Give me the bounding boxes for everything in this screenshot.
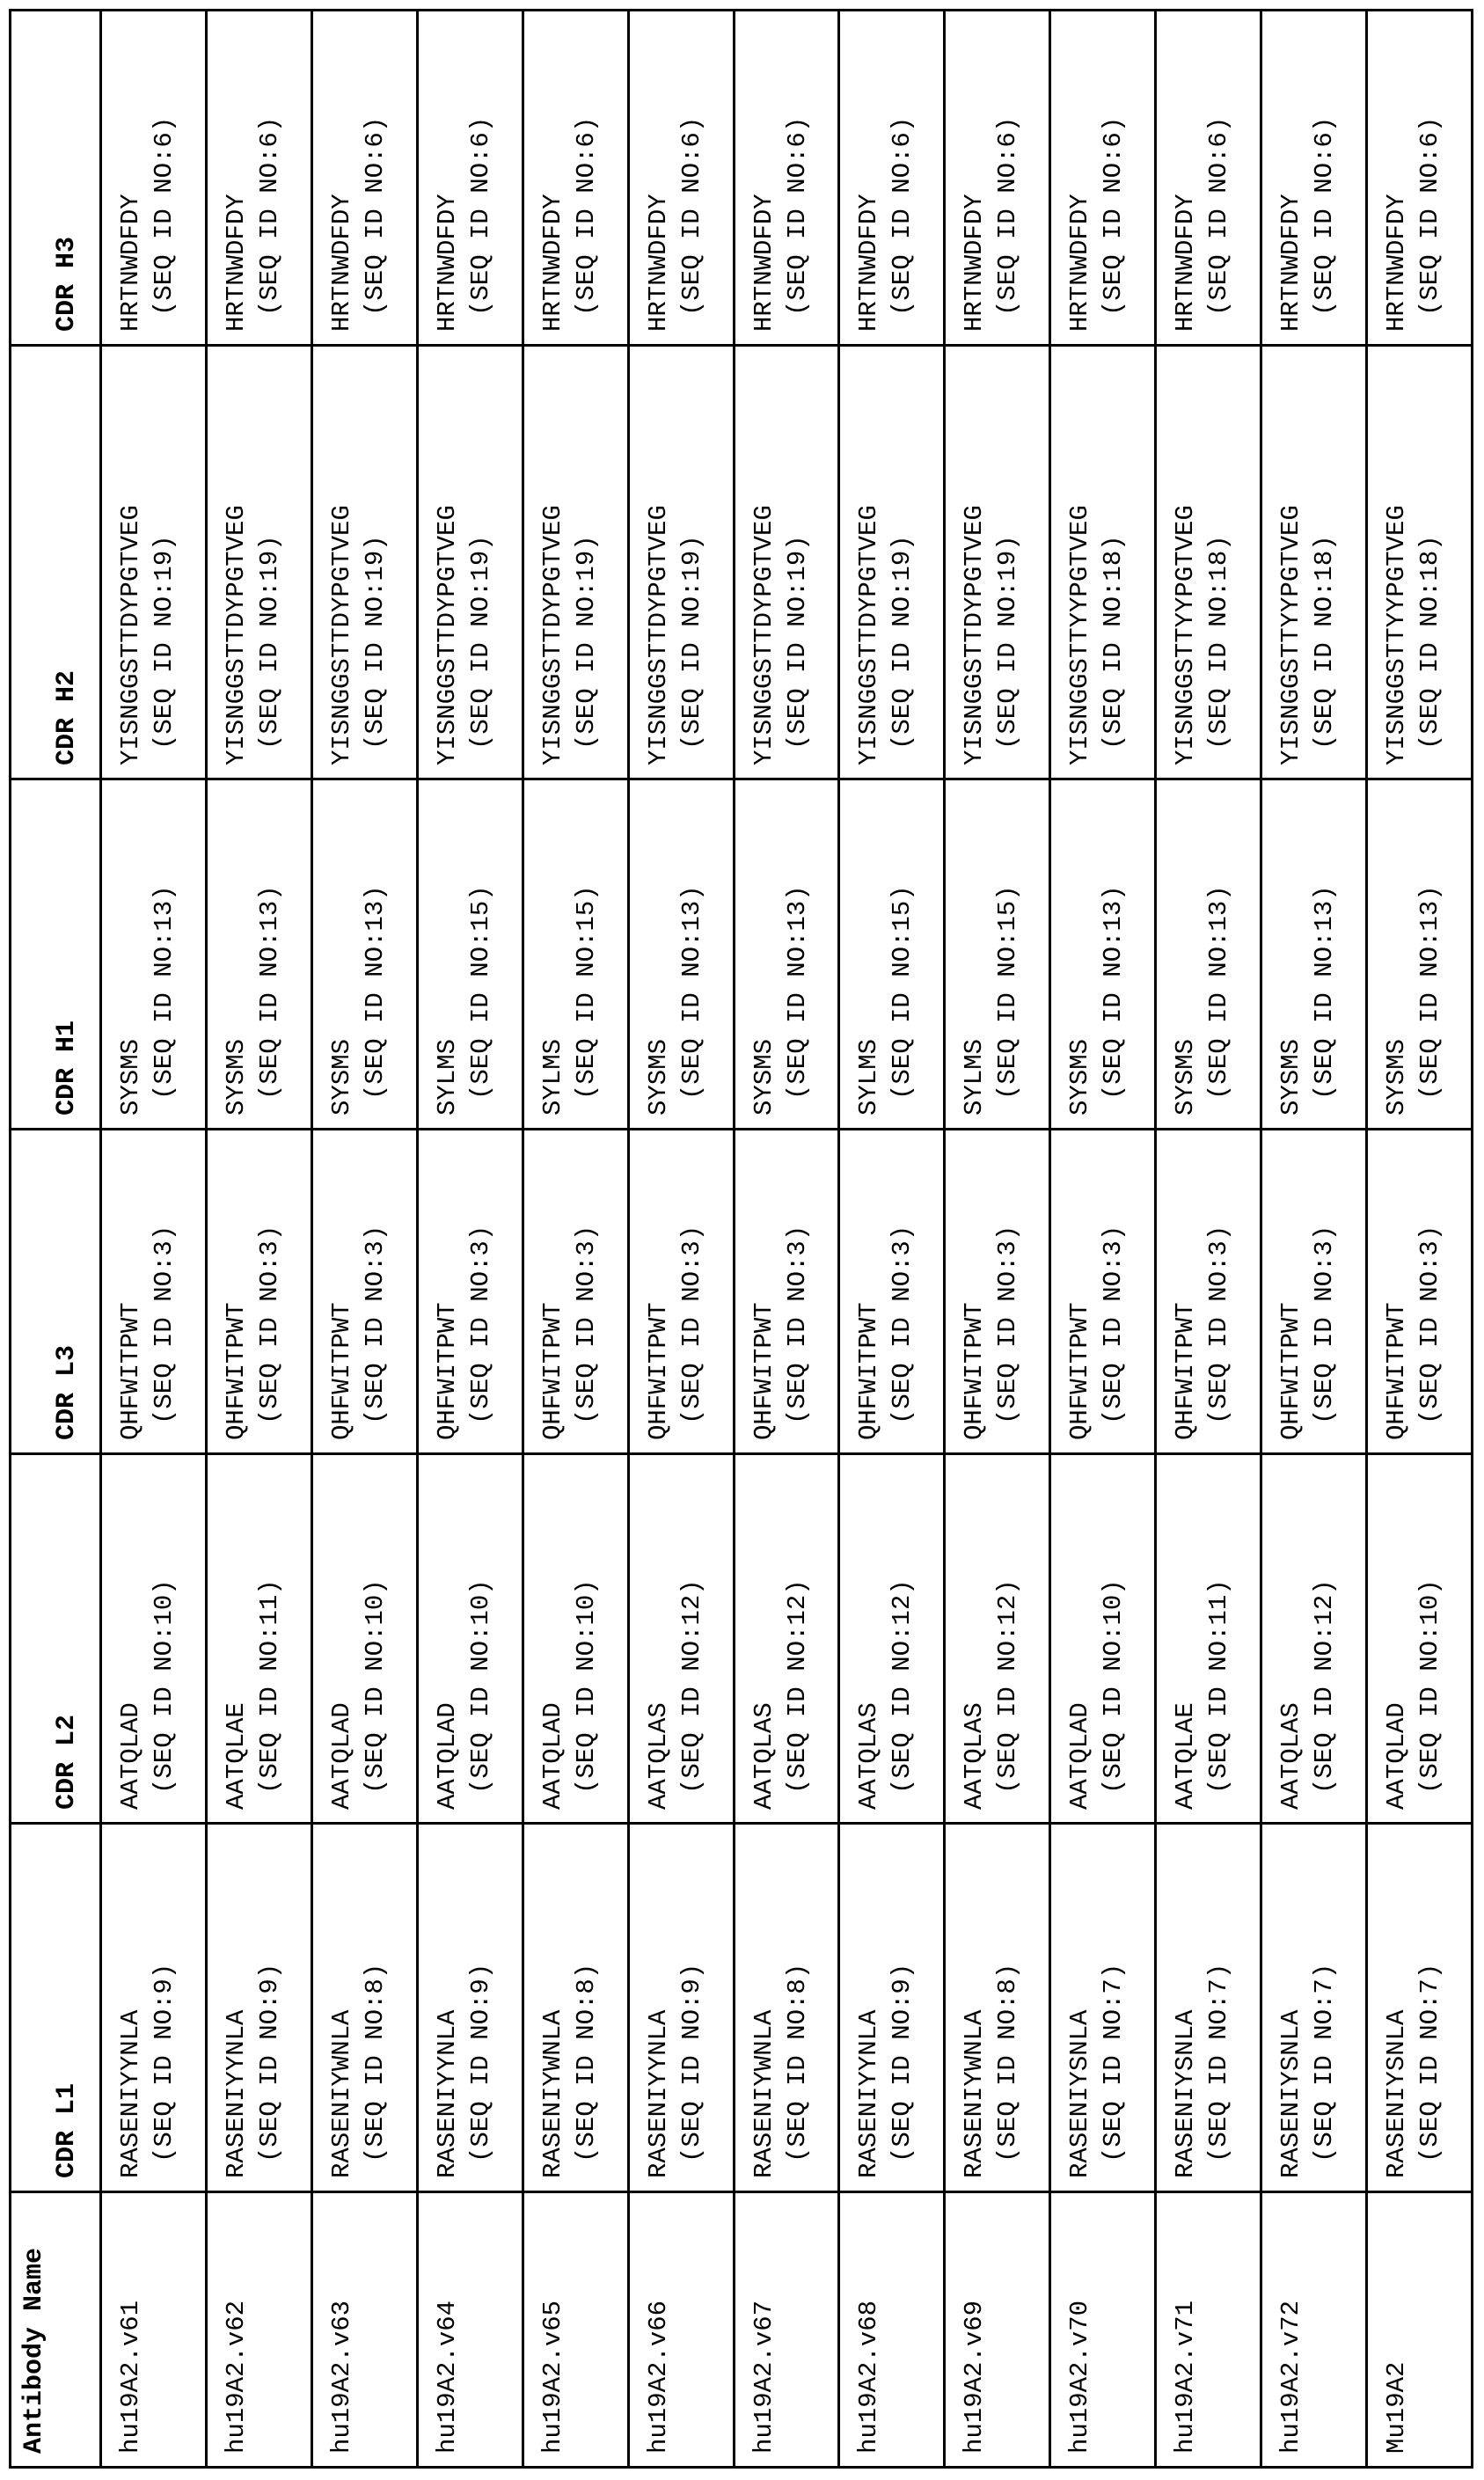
cdr-h1-sequence: SYSMS [1276,1038,1306,1116]
cdr-l1-seq-id: (SEQ ID NO:9) [465,1963,495,2162]
cdr-l2-cell [101,1454,207,1824]
cdr-h3-seq-id: (SEQ ID NO:6) [254,116,284,316]
table-row [311,11,417,2468]
cdr-h3-cell [1367,11,1473,346]
cdr-h1-sequence: SYSMS [1171,1038,1201,1116]
cdr-l1-sequence: RASENIYYNLA [116,2009,145,2178]
antibody-name-cell [206,2192,311,2468]
cdr-h3-cell [839,11,945,346]
cdr-l1-seq-id: (SEQ ID NO:9) [888,1963,917,2162]
cdr-h2-seq-id: (SEQ ID NO:19) [465,535,495,750]
table-row [839,11,945,2468]
cdr-h3-seq-id: (SEQ ID NO:6) [571,116,601,316]
cdr-l2-seq-id: (SEQ ID NO:12) [676,1579,706,1794]
cdr-l2-seq-id: (SEQ ID NO:10) [360,1579,390,1794]
header-cdr-h3: CDR H3 [11,11,101,346]
antibody-name-cell [1156,2192,1261,2468]
cdr-l2-cell [206,1454,311,1824]
cdr-l1-seq-id: (SEQ ID NO:7) [1310,1963,1340,2162]
cdr-l3-sequence: QHFWITPWT [643,1302,673,1440]
cdr-h1-cell [523,779,628,1130]
cdr-h1-sequence: SYSMS [326,1038,356,1116]
cdr-l1-cell [417,1824,523,2192]
table-row [1367,11,1473,2468]
antibody-name: hu19A2.v71 [1171,2300,1201,2454]
cdr-l1-sequence: RASENIYYNLA [432,2009,462,2178]
cdr-l3-cell [1367,1130,1473,1454]
cdr-l2-sequence: AATQLAD [116,1702,145,1810]
cdr-l3-cell [523,1130,628,1454]
table-row [1261,11,1367,2468]
cdr-h1-seq-id: (SEQ ID NO:13) [150,885,179,1100]
cdr-h2-sequence: YISNGGSTTYYPGTVEG [1382,505,1412,765]
cdr-l1-cell [523,1824,628,2192]
cdr-l2-sequence: AATQLAS [749,1702,779,1810]
antibody-name-cell [628,2192,734,2468]
cdr-l1-seq-id: (SEQ ID NO:7) [1415,1963,1445,2162]
cdr-l1-seq-id: (SEQ ID NO:8) [993,1963,1023,2162]
table-body [101,11,1473,2468]
cdr-l1-sequence: RASENIYWNLA [749,2009,779,2178]
cdr-h1-sequence: SYSMS [1065,1038,1095,1116]
cdr-l1-seq-id: (SEQ ID NO:7) [1099,1963,1129,2162]
cdr-h2-sequence: YISNGGSTTYYPGTVEG [1065,505,1095,765]
antibody-name-cell [945,2192,1050,2468]
antibody-name: hu19A2.v66 [643,2300,673,2454]
cdr-h2-sequence: YISNGGSTTDYPGTVEG [432,505,462,765]
cdr-h3-sequence: HRTNWDFDY [854,194,884,332]
cdr-h2-sequence: YISNGGSTTDYPGTVEG [537,505,567,765]
cdr-h3-sequence: HRTNWDFDY [960,194,990,332]
cdr-h2-cell [311,346,417,779]
cdr-l3-sequence: QHFWITPWT [221,1302,251,1440]
cdr-l2-seq-id: (SEQ ID NO:11) [1204,1579,1234,1794]
cdr-h1-cell [1261,779,1367,1130]
cdr-h1-cell [1156,779,1261,1130]
cdr-h1-cell [206,779,311,1130]
cdr-h3-seq-id: (SEQ ID NO:6) [888,116,917,316]
cdr-l3-sequence: QHFWITPWT [1382,1302,1412,1440]
table-row [734,11,839,2468]
cdr-h2-seq-id: (SEQ ID NO:18) [1099,535,1129,750]
cdr-h2-seq-id: (SEQ ID NO:19) [676,535,706,750]
cdr-h2-seq-id: (SEQ ID NO:19) [360,535,390,750]
header-row [11,11,101,2468]
cdr-l3-seq-id: (SEQ ID NO:3) [1099,1225,1129,1424]
cdr-h3-sequence: HRTNWDFDY [326,194,356,332]
cdr-l3-seq-id: (SEQ ID NO:3) [1415,1225,1445,1424]
cdr-l1-cell [206,1824,311,2192]
cdr-l3-seq-id: (SEQ ID NO:3) [782,1225,812,1424]
cdr-h3-seq-id: (SEQ ID NO:6) [993,116,1023,316]
cdr-l2-seq-id: (SEQ ID NO:12) [888,1579,917,1794]
cdr-h1-sequence: SYSMS [221,1038,251,1116]
antibody-name: hu19A2.v68 [854,2300,884,2454]
cdr-l1-cell [101,1824,207,2192]
cdr-h3-cell [311,11,417,346]
cdr-l3-sequence: QHFWITPWT [960,1302,990,1440]
cdr-l2-cell [417,1454,523,1824]
antibody-name-cell [417,2192,523,2468]
cdr-h2-sequence: YISNGGSTTDYPGTVEG [116,505,145,765]
cdr-h2-sequence: YISNGGSTTYYPGTVEG [1276,505,1306,765]
cdr-l2-cell [734,1454,839,1824]
header-cdr-l2: CDR L2 [11,1454,101,1824]
cdr-l3-cell [1050,1130,1156,1454]
cdr-l2-sequence: AATQLAE [1171,1702,1201,1810]
cdr-h1-sequence: SYLMS [537,1038,567,1116]
antibody-name: hu19A2.v63 [326,2300,356,2454]
cdr-h1-seq-id: (SEQ ID NO:13) [782,885,812,1100]
antibody-name-cell [1367,2192,1473,2468]
cdr-h1-cell [1367,779,1473,1130]
cdr-h2-cell [1367,346,1473,779]
cdr-h1-sequence: SYLMS [854,1038,884,1116]
antibody-name: hu19A2.v70 [1065,2300,1095,2454]
header-antibody-name: Antibody Name [11,2192,101,2468]
cdr-l3-cell [311,1130,417,1454]
cdr-l3-seq-id: (SEQ ID NO:3) [1204,1225,1234,1424]
cdr-l3-seq-id: (SEQ ID NO:3) [571,1225,601,1424]
cdr-h3-cell [628,11,734,346]
cdr-l3-seq-id: (SEQ ID NO:3) [465,1225,495,1424]
cdr-h1-cell [839,779,945,1130]
cdr-h2-seq-id: (SEQ ID NO:19) [571,535,601,750]
cdr-l1-cell [311,1824,417,2192]
cdr-l1-sequence: RASENIYSNLA [1382,2009,1412,2178]
cdr-h3-seq-id: (SEQ ID NO:6) [676,116,706,316]
cdr-l3-seq-id: (SEQ ID NO:3) [360,1225,390,1424]
cdr-l2-seq-id: (SEQ ID NO:12) [1310,1579,1340,1794]
cdr-l2-cell [1367,1454,1473,1824]
cdr-h1-sequence: SYSMS [749,1038,779,1116]
cdr-h2-cell [1050,346,1156,779]
cdr-h2-cell [417,346,523,779]
cdr-h3-cell [523,11,628,346]
cdr-l1-seq-id: (SEQ ID NO:9) [254,1963,284,2162]
cdr-h3-sequence: HRTNWDFDY [643,194,673,332]
cdr-h1-seq-id: (SEQ ID NO:13) [1099,885,1129,1100]
antibody-name: Mu19A2 [1382,2361,1412,2454]
cdr-h1-sequence: SYSMS [116,1038,145,1116]
cdr-l2-cell [1050,1454,1156,1824]
cdr-l3-sequence: QHFWITPWT [854,1302,884,1440]
cdr-h3-seq-id: (SEQ ID NO:6) [1415,116,1445,316]
cdr-h2-cell [734,346,839,779]
cdr-h1-seq-id: (SEQ ID NO:13) [1415,885,1445,1100]
cdr-h1-sequence: SYSMS [1382,1038,1412,1116]
cdr-l1-seq-id: (SEQ ID NO:8) [360,1963,390,2162]
cdr-l2-cell [839,1454,945,1824]
table-row [1050,11,1156,2468]
cdr-l2-seq-id: (SEQ ID NO:10) [465,1579,495,1794]
cdr-l1-sequence: RASENIYYNLA [854,2009,884,2178]
cdr-h2-cell [206,346,311,779]
cdr-h3-cell [1261,11,1367,346]
cdr-l3-cell [1261,1130,1367,1454]
cdr-l3-cell [734,1130,839,1454]
cdr-l2-sequence: AATQLAS [960,1702,990,1810]
cdr-h2-cell [1156,346,1261,779]
cdr-h2-cell [101,346,207,779]
cdr-h2-sequence: YISNGGSTTDYPGTVEG [221,505,251,765]
cdr-h1-seq-id: (SEQ ID NO:13) [254,885,284,1100]
cdr-l3-seq-id: (SEQ ID NO:3) [254,1225,284,1424]
cdr-h3-seq-id: (SEQ ID NO:6) [1099,116,1129,316]
cdr-h3-seq-id: (SEQ ID NO:6) [1310,116,1340,316]
cdr-h2-sequence: YISNGGSTTDYPGTVEG [326,505,356,765]
cdr-l1-seq-id: (SEQ ID NO:7) [1204,1963,1234,2162]
cdr-h3-sequence: HRTNWDFDY [1065,194,1095,332]
cdr-l3-cell [945,1130,1050,1454]
cdr-l2-sequence: AATQLAD [1382,1702,1412,1810]
cdr-l1-cell [628,1824,734,2192]
cdr-h2-cell [523,346,628,779]
cdr-l1-seq-id: (SEQ ID NO:8) [782,1963,812,2162]
header-cdr-l3: CDR L3 [11,1130,101,1454]
cdr-l2-cell [628,1454,734,1824]
cdr-h2-seq-id: (SEQ ID NO:18) [1310,535,1340,750]
antibody-name-cell [523,2192,628,2468]
antibody-name: hu19A2.v69 [960,2300,990,2454]
cdr-l3-seq-id: (SEQ ID NO:3) [676,1225,706,1424]
cdr-l1-sequence: RASENIYSNLA [1171,2009,1201,2178]
cdr-h1-seq-id: (SEQ ID NO:15) [888,885,917,1100]
cdr-l1-cell [1367,1824,1473,2192]
cdr-h2-sequence: YISNGGSTTDYPGTVEG [643,505,673,765]
cdr-l2-seq-id: (SEQ ID NO:12) [782,1579,812,1794]
cdr-h2-cell [628,346,734,779]
cdr-h1-cell [628,779,734,1130]
antibody-name-cell [839,2192,945,2468]
cdr-h1-cell [945,779,1050,1130]
cdr-h3-cell [206,11,311,346]
cdr-h3-cell [1050,11,1156,346]
cdr-h2-sequence: YISNGGSTTYYPGTVEG [1171,505,1201,765]
cdr-l3-seq-id: (SEQ ID NO:3) [150,1225,179,1424]
cdr-l1-sequence: RASENIYYNLA [643,2009,673,2178]
cdr-h1-cell [417,779,523,1130]
cdr-h1-sequence: SYLMS [960,1038,990,1116]
cdr-h3-cell [734,11,839,346]
cdr-h2-seq-id: (SEQ ID NO:18) [1415,535,1445,750]
cdr-l2-cell [1261,1454,1367,1824]
table-row [206,11,311,2468]
cdr-l1-sequence: RASENIYWNLA [326,2009,356,2178]
cdr-h1-cell [311,779,417,1130]
antibody-name: hu19A2.v67 [749,2300,779,2454]
cdr-h1-cell [101,779,207,1130]
cdr-l2-seq-id: (SEQ ID NO:10) [1415,1579,1445,1794]
cdr-l2-cell [1156,1454,1261,1824]
cdr-l3-sequence: QHFWITPWT [326,1302,356,1440]
cdr-l2-sequence: AATQLAS [643,1702,673,1810]
header-cdr-l1: CDR L1 [11,1824,101,2192]
antibody-name-cell [311,2192,417,2468]
cdr-l1-cell [839,1824,945,2192]
antibody-name-cell [734,2192,839,2468]
cdr-h2-cell [945,346,1050,779]
cdr-l3-sequence: QHFWITPWT [432,1302,462,1440]
cdr-l2-cell [523,1454,628,1824]
cdr-h2-seq-id: (SEQ ID NO:19) [254,535,284,750]
antibody-name-cell [101,2192,207,2468]
cdr-l3-cell [1156,1130,1261,1454]
cdr-l2-sequence: AATQLAS [854,1702,884,1810]
cdr-l1-cell [734,1824,839,2192]
cdr-h3-sequence: HRTNWDFDY [432,194,462,332]
table-row [628,11,734,2468]
cdr-l1-sequence: RASENIYWNLA [537,2009,567,2178]
cdr-l3-cell [101,1130,207,1454]
table-row [523,11,628,2468]
cdr-sequence-table [9,9,1473,2469]
cdr-h3-sequence: HRTNWDFDY [116,194,145,332]
cdr-h2-seq-id: (SEQ ID NO:18) [1204,535,1234,750]
antibody-name: hu19A2.v61 [116,2300,145,2454]
cdr-l1-sequence: RASENIYSNLA [1276,2009,1306,2178]
cdr-h1-seq-id: (SEQ ID NO:15) [465,885,495,1100]
cdr-h1-seq-id: (SEQ ID NO:13) [1204,885,1234,1100]
cdr-l2-seq-id: (SEQ ID NO:10) [1099,1579,1129,1794]
cdr-l1-sequence: RASENIYYNLA [221,2009,251,2178]
cdr-h3-sequence: HRTNWDFDY [221,194,251,332]
cdr-h3-sequence: HRTNWDFDY [749,194,779,332]
cdr-l3-sequence: QHFWITPWT [116,1302,145,1440]
cdr-h1-seq-id: (SEQ ID NO:15) [571,885,601,1100]
cdr-h3-seq-id: (SEQ ID NO:6) [150,116,179,316]
cdr-l3-seq-id: (SEQ ID NO:3) [993,1225,1023,1424]
antibody-name-cell [1261,2192,1367,2468]
cdr-l3-seq-id: (SEQ ID NO:3) [888,1225,917,1424]
cdr-l2-seq-id: (SEQ ID NO:11) [254,1579,284,1794]
cdr-h3-seq-id: (SEQ ID NO:6) [465,116,495,316]
cdr-h1-cell [1050,779,1156,1130]
cdr-h1-sequence: SYSMS [643,1038,673,1116]
cdr-h3-sequence: HRTNWDFDY [1171,194,1201,332]
cdr-l2-sequence: AATQLAD [432,1702,462,1810]
cdr-h3-seq-id: (SEQ ID NO:6) [1204,116,1234,316]
cdr-h3-cell [101,11,207,346]
cdr-h2-seq-id: (SEQ ID NO:19) [993,535,1023,750]
cdr-h2-seq-id: (SEQ ID NO:19) [782,535,812,750]
cdr-l3-cell [628,1130,734,1454]
cdr-l1-seq-id: (SEQ ID NO:9) [676,1963,706,2162]
cdr-h3-sequence: HRTNWDFDY [1276,194,1306,332]
cdr-h3-sequence: HRTNWDFDY [1382,194,1412,332]
antibody-name: hu19A2.v72 [1276,2300,1306,2454]
cdr-l2-sequence: AATQLAE [221,1702,251,1810]
cdr-h3-cell [1156,11,1261,346]
cdr-h2-seq-id: (SEQ ID NO:19) [888,535,917,750]
antibody-name: hu19A2.v64 [432,2300,462,2454]
cdr-h2-cell [1261,346,1367,779]
cdr-l2-cell [945,1454,1050,1824]
table-row [1156,11,1261,2468]
cdr-h3-seq-id: (SEQ ID NO:6) [360,116,390,316]
cdr-h1-seq-id: (SEQ ID NO:13) [360,885,390,1100]
cdr-l1-cell [945,1824,1050,2192]
cdr-l3-cell [839,1130,945,1454]
cdr-l3-sequence: QHFWITPWT [1171,1302,1201,1440]
cdr-l2-seq-id: (SEQ ID NO:12) [993,1579,1023,1794]
cdr-l3-sequence: QHFWITPWT [1065,1302,1095,1440]
antibody-name-cell [1050,2192,1156,2468]
header-cdr-h2: CDR H2 [11,346,101,779]
cdr-l3-cell [417,1130,523,1454]
cdr-h2-seq-id: (SEQ ID NO:19) [150,535,179,750]
cdr-l2-sequence: AATQLAD [537,1702,567,1810]
cdr-h3-cell [945,11,1050,346]
cdr-h2-sequence: YISNGGSTTDYPGTVEG [960,505,990,765]
table-row [101,11,207,2468]
cdr-h3-sequence: HRTNWDFDY [537,194,567,332]
cdr-l3-sequence: QHFWITPWT [1276,1302,1306,1440]
cdr-l1-seq-id: (SEQ ID NO:9) [150,1963,179,2162]
rotated-table-container [9,11,1473,2469]
cdr-h2-cell [839,346,945,779]
cdr-l2-sequence: AATQLAD [1065,1702,1095,1810]
cdr-l1-sequence: RASENIYSNLA [1065,2009,1095,2178]
cdr-h3-cell [417,11,523,346]
cdr-l2-cell [311,1454,417,1824]
cdr-l3-seq-id: (SEQ ID NO:3) [1310,1225,1340,1424]
cdr-l2-sequence: AATQLAS [1276,1702,1306,1810]
table-row [945,11,1050,2468]
cdr-l1-sequence: RASENIYWNLA [960,2009,990,2178]
table-row [417,11,523,2468]
cdr-h3-seq-id: (SEQ ID NO:6) [782,116,812,316]
antibody-name: hu19A2.v65 [537,2300,567,2454]
cdr-l1-cell [1050,1824,1156,2192]
cdr-l2-seq-id: (SEQ ID NO:10) [571,1579,601,1794]
cdr-h2-sequence: YISNGGSTTDYPGTVEG [749,505,779,765]
cdr-l1-cell [1156,1824,1261,2192]
header-cdr-h1: CDR H1 [11,779,101,1130]
cdr-l1-seq-id: (SEQ ID NO:8) [571,1963,601,2162]
cdr-l3-cell [206,1130,311,1454]
cdr-h1-sequence: SYLMS [432,1038,462,1116]
cdr-l2-seq-id: (SEQ ID NO:10) [150,1579,179,1794]
cdr-l1-cell [1261,1824,1367,2192]
cdr-h1-seq-id: (SEQ ID NO:15) [993,885,1023,1100]
cdr-l2-sequence: AATQLAD [326,1702,356,1810]
cdr-l3-sequence: QHFWITPWT [749,1302,779,1440]
cdr-h1-seq-id: (SEQ ID NO:13) [1310,885,1340,1100]
cdr-h2-sequence: YISNGGSTTDYPGTVEG [854,505,884,765]
cdr-l3-sequence: QHFWITPWT [537,1302,567,1440]
cdr-h1-seq-id: (SEQ ID NO:13) [676,885,706,1100]
cdr-h1-cell [734,779,839,1130]
antibody-name: hu19A2.v62 [221,2300,251,2454]
